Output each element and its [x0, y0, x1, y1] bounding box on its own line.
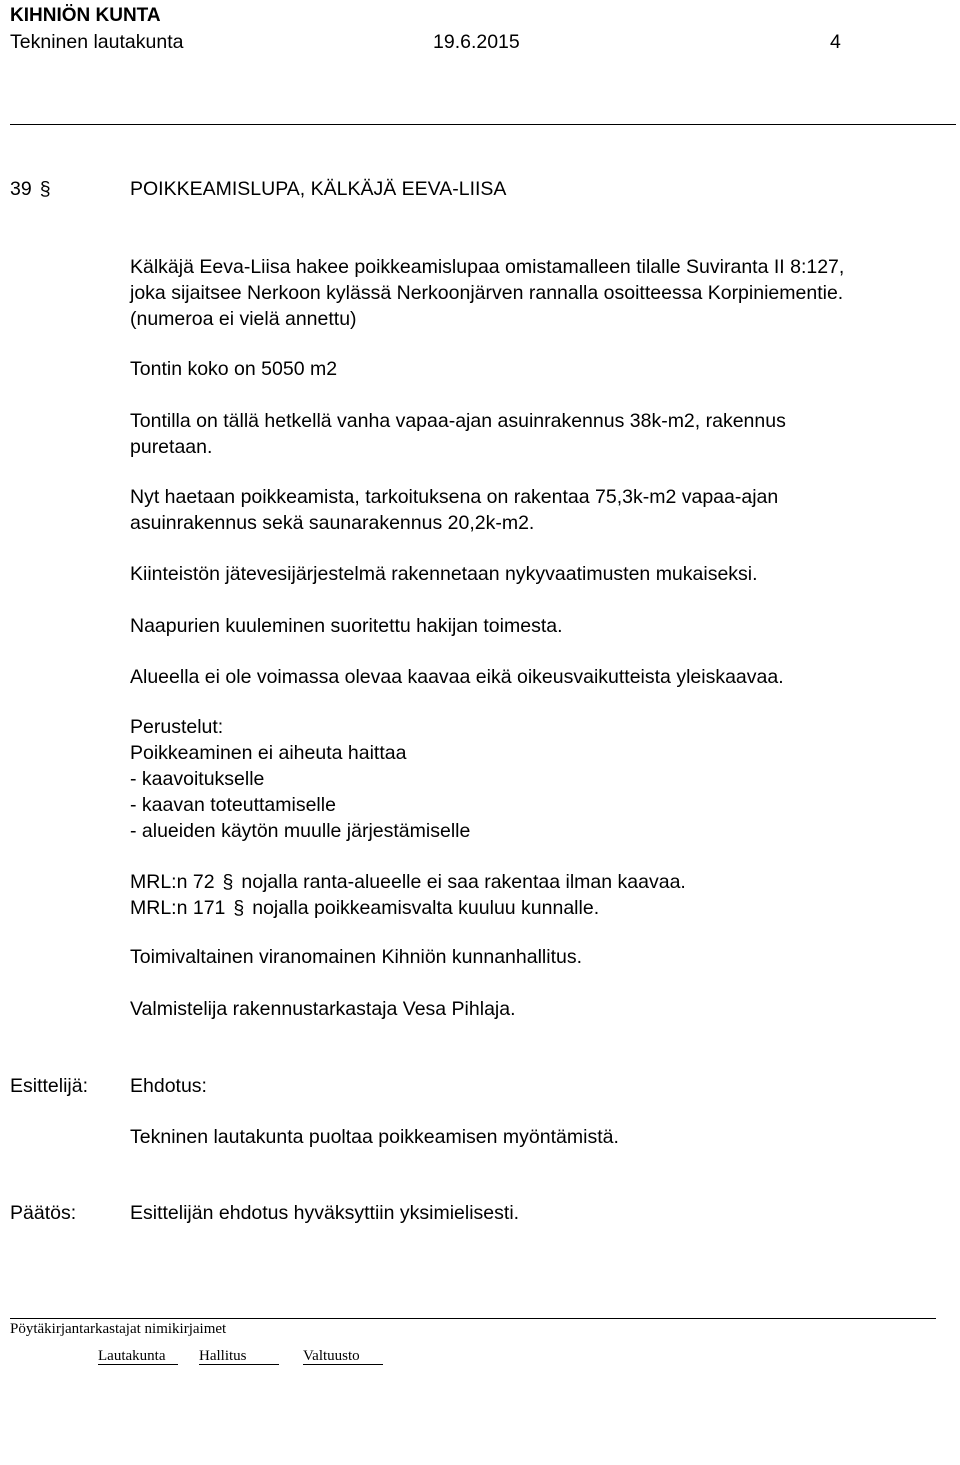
proposal-text: Tekninen lautakunta puoltaa poikkeamisen myöntämistä. [130, 1126, 619, 1148]
section-symbol: § [233, 897, 245, 919]
wastewater-text: Kiinteistön jätevesijärjestelmä rakennetaan nykyvaatimusten mukaiseksi. [130, 563, 758, 585]
mrl-72-ref: MRL:n 72 [130, 871, 215, 893]
footer-column-board: Lautakunta [98, 1348, 166, 1364]
mrl-72-text: nojalla ranta-alueelle ei saa rakentaa ilman kaavaa. [241, 871, 686, 893]
section-number-value: 39 [10, 178, 32, 200]
page-number: 4 [830, 31, 841, 53]
request-paragraph [130, 484, 920, 536]
intro-line: (numeroa ei vielä annettu) [130, 308, 357, 330]
footer-column-council: Valtuusto [303, 1348, 360, 1364]
signature-line-government [199, 1364, 279, 1365]
intro-line: Kälkäjä Eeva-Liisa hakee poikkeamislupaa omistamalleen tilalle Suviranta II 8:127, [130, 256, 845, 278]
authority-text: Toimivaltainen viranomainen Kihniön kunnanhallitus. [130, 946, 583, 968]
signature-line-board [98, 1364, 178, 1365]
zoning-text: Alueella ei ole voimassa olevaa kaavaa eikä oikeusvaikutteista yleiskaavaa. [130, 666, 784, 688]
existing-line: Tontilla on tällä hetkellä vanha vapaa-ajan asuinrakennus 38k-m2, rakennus [130, 410, 786, 432]
grounds-line: - kaavoitukselle [130, 768, 265, 790]
authority-paragraph [130, 944, 920, 970]
grounds-line: Poikkeaminen ei aiheuta haittaa [130, 742, 407, 764]
zoning-paragraph [130, 664, 920, 690]
mrl-171-text: nojalla poikkeamisvalta kuuluu kunnalle. [252, 897, 600, 919]
footer-divider [10, 1318, 936, 1319]
request-line: Nyt haetaan poikkeamista, tarkoituksena on rakentaa 75,3k-m2 vapaa-ajan [130, 486, 779, 508]
neighbours-paragraph [130, 613, 920, 639]
wastewater-paragraph [130, 561, 920, 587]
preparer-text: Valmistelija rakennustarkastaja Vesa Pihlaja. [130, 998, 516, 1020]
mrl-171-line [130, 895, 920, 921]
decision-label: Päätös: [10, 1202, 77, 1224]
mrl-72-line [130, 869, 920, 895]
grounds-line: - alueiden käytön muulle järjestämiselle [130, 820, 471, 842]
mrl-paragraph [130, 869, 920, 921]
decision-text: Esittelijän ehdotus hyväksyttiin yksimielisesti. [130, 1202, 520, 1224]
proposal-label: Ehdotus: [130, 1075, 207, 1097]
signature-line-council [303, 1364, 383, 1365]
grounds-label: Perustelut: [130, 716, 224, 738]
municipality-name: KIHNIÖN KUNTA [10, 5, 161, 26]
preparer-paragraph [130, 996, 920, 1022]
section-number [10, 176, 53, 202]
existing-building-paragraph [130, 408, 920, 460]
section-symbol: § [39, 178, 51, 200]
request-line: asuinrakennus sekä saunarakennus 20,2k-m2. [130, 512, 535, 534]
board-name: Tekninen lautakunta [10, 31, 184, 53]
intro-paragraph [130, 254, 920, 332]
header-divider [10, 124, 956, 125]
section-title: POIKKEAMISLUPA, KÄLKÄJÄ EEVA-LIISA [130, 178, 507, 200]
neighbours-text: Naapurien kuuleminen suoritettu hakijan toimesta. [130, 615, 563, 637]
meeting-date: 19.6.2015 [433, 31, 520, 53]
grounds-line: - kaavan toteuttamiselle [130, 794, 336, 816]
existing-line: puretaan. [130, 436, 213, 458]
intro-line: joka sijaitsee Nerkoon kylässä Nerkoonjärven rannalla osoitteessa Korpiniementie. [130, 282, 844, 304]
lot-size-text: Tontin koko on 5050 m2 [130, 358, 338, 380]
mrl-171-ref: MRL:n 171 [130, 897, 226, 919]
footer-column-government: Hallitus [199, 1348, 247, 1364]
presenter-label: Esittelijä: [10, 1075, 89, 1097]
lot-size-paragraph [130, 356, 920, 382]
signatures-label: Pöytäkirjantarkastajat nimikirjaimet [10, 1321, 227, 1337]
section-symbol: § [222, 871, 234, 893]
grounds-paragraph [130, 714, 920, 844]
